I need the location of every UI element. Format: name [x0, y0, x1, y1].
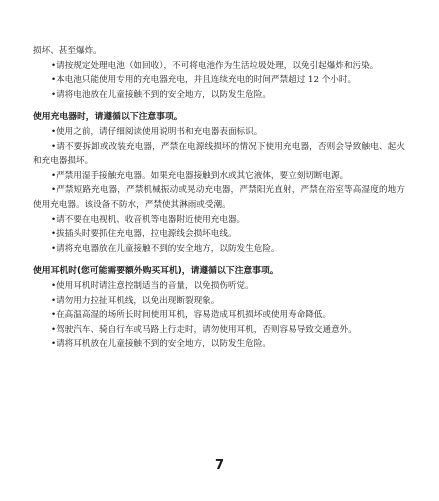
- earphone-section-heading: 使用耳机时(您可能需要额外购买耳机)，请遵循以下注意事项。: [33, 266, 279, 277]
- earphone-humidity-item: •在高温高湿的场所长时间使用耳机，容易造成耳机损坏或使用寿命降低。: [51, 310, 332, 321]
- document-body: [33, 44, 405, 352]
- charger-no-disassemble-item: •请不要拆卸或改装充电器，严禁在电源线损坏的情况下使用充电器，否则会导致触电、起火和充电器损坏。: [33, 141, 405, 167]
- section-gap: [33, 256, 405, 264]
- battery-charging-time-item: •本电池只能使用专用的充电器充电，并且连续充电的时间严禁超过 12 个小时。: [51, 75, 357, 86]
- charger-unplug-item: •拔插头时要抓住充电器，拉电源线会损坏电线。: [51, 229, 237, 240]
- charger-wet-hands-item: •严禁用湿手接触充电器。如果充电器接触到水或其它液体，要立刻切断电源。: [51, 170, 349, 181]
- charger-section-heading: 使用充电器时，请遵循以下注意事项。: [33, 112, 183, 123]
- charger-near-appliances-item: •请不要在电视机、收音机等电器附近使用充电器。: [51, 214, 246, 225]
- charger-read-manual-item: •使用之前，请仔细阅读使用说明书和充电器表面标识。: [51, 126, 263, 137]
- earphone-cable-item: •请勿用力拉扯耳机线，以免出现断裂现象。: [51, 295, 220, 306]
- section-gap: [33, 102, 405, 110]
- page-number: 7: [214, 458, 225, 473]
- charger-short-circuit-item: •严禁短路充电器，严禁机械振动或晃动充电器，严禁阳光直射，严禁在浴室等高湿度的地方使用充电器。该设备不防水，严禁使其淋雨或受潮。: [33, 185, 405, 210]
- earphone-volume-item: •使用耳机时请注意控制适当的音量，以免损伤听觉。: [51, 280, 254, 291]
- earphone-driving-item: •驾驶汽车、骑自行车或马路上行走时，请勿使用耳机，否则容易导致交通意外。: [51, 324, 357, 335]
- battery-child-safety-item: •请将电池放在儿童接触不到的安全地方，以防发生危险。: [51, 89, 271, 100]
- battery-warning-continuation: 损坏、甚至爆炸。: [33, 46, 102, 56]
- charger-child-safety-item: •请将充电器放在儿童接触不到的安全地方，以防发生危险。: [51, 243, 280, 254]
- battery-disposal-item: •请按规定处理电池（如回收），不可将电池作为生活垃圾处理，以免引起爆炸和污染。: [51, 60, 379, 71]
- earphone-child-safety-item: •请将耳机放在儿童接触不到的安全地方，以防发生危险。: [51, 339, 271, 350]
